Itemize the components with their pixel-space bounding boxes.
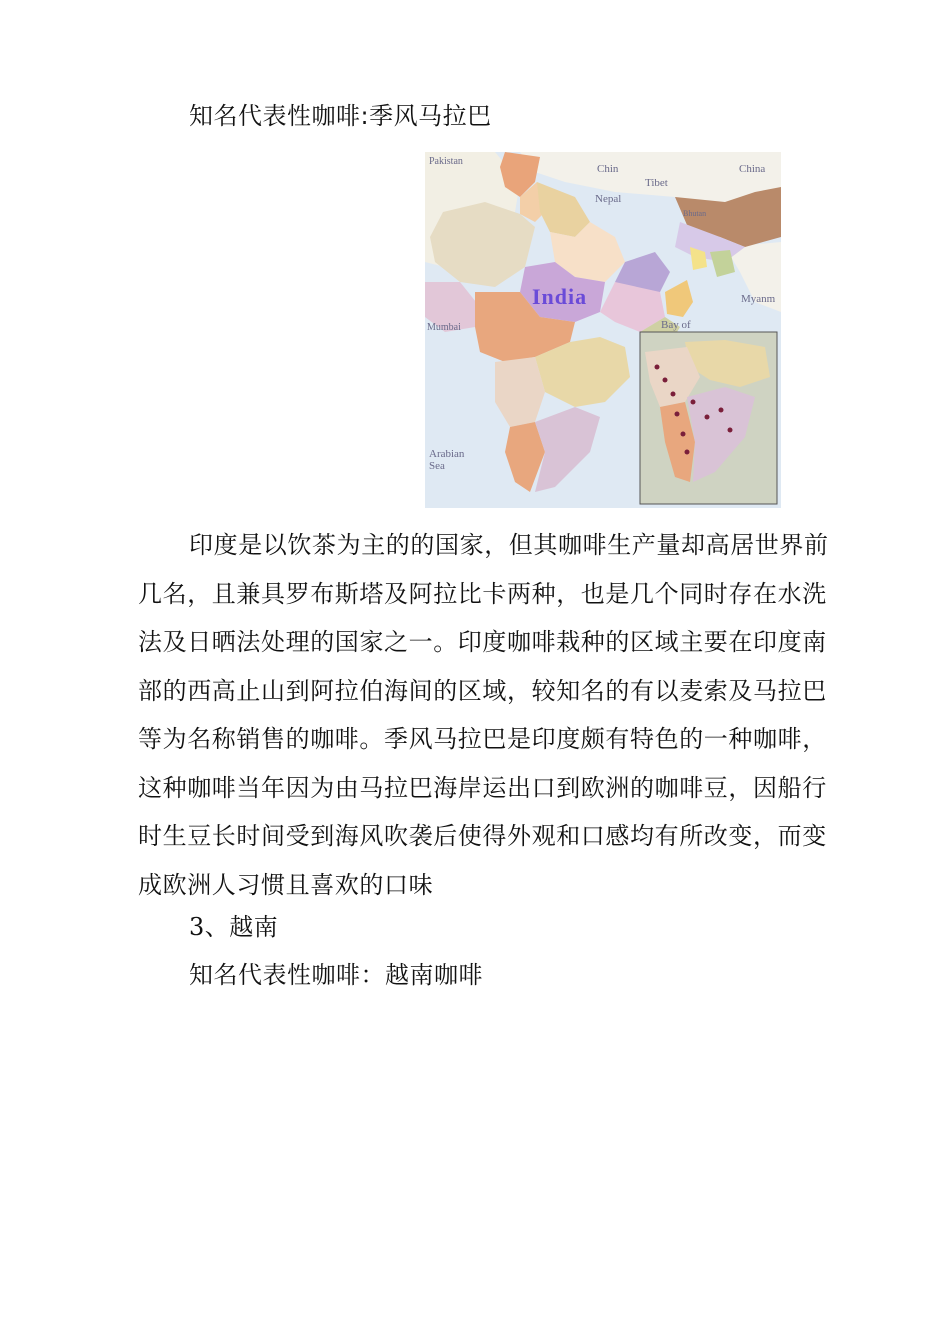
map-label-arabian: Arabian — [429, 448, 465, 460]
map-label-china: China — [739, 163, 766, 175]
map-label-tibet: Tibet — [645, 177, 668, 189]
india-coffee-paragraph — [138, 521, 829, 909]
map-label-chin: Chin — [597, 163, 619, 175]
map-label-sea: Sea — [429, 460, 445, 472]
paragraph-line: 时生豆长时间受到海风吹袭后使得外观和口感均有所改变，而变 — [138, 822, 827, 850]
map-label-bay: Bay of — [661, 319, 691, 331]
heading-india-coffee: 知名代表性咖啡:季风马拉巴 — [189, 102, 492, 130]
map-label-pakistan: Pakistan — [429, 156, 463, 167]
section-title: 越南 — [229, 913, 279, 941]
map-label-myanmar: Myanm — [741, 293, 776, 305]
map-label-bhutan: Bhutan — [683, 209, 707, 218]
section-separator: 、 — [204, 913, 230, 941]
paragraph-line: 法及日晒法处理的国家之一。印度咖啡栽种的区域主要在印度南 — [138, 628, 827, 656]
map-label-mumbai: Mumbai — [427, 322, 461, 333]
paragraph-line: 部的西高止山到阿拉伯海间的区域，较知名的有以麦索及马拉巴 — [138, 676, 827, 705]
section-heading-vietnam — [189, 912, 278, 942]
paragraph-line: 印度是以饮茶为主的的国家，但其咖啡生产量却高居世界前 — [189, 531, 829, 559]
section-number: 3 — [189, 913, 205, 941]
india-map-svg — [425, 152, 781, 508]
map-title-india: India — [532, 284, 588, 309]
heading-vietnam-coffee: 知名代表性咖啡：越南咖啡 — [189, 961, 483, 989]
india-map-image — [425, 152, 781, 508]
paragraph-line: 这种咖啡当年因为由马拉巴海岸运出口到欧洲的咖啡豆，因船行 — [138, 773, 827, 802]
paragraph-line: 成欧洲人习惯且喜欢的口味 — [138, 870, 434, 899]
paragraph-line: 等为名称销售的咖啡。季风马拉巴是印度颇有特色的一种咖啡， — [138, 725, 827, 753]
paragraph-line: 几名，且兼具罗布斯塔及阿拉比卡两种，也是几个同时存在水洗 — [138, 579, 827, 608]
map-label-nepal: Nepal — [595, 193, 622, 205]
